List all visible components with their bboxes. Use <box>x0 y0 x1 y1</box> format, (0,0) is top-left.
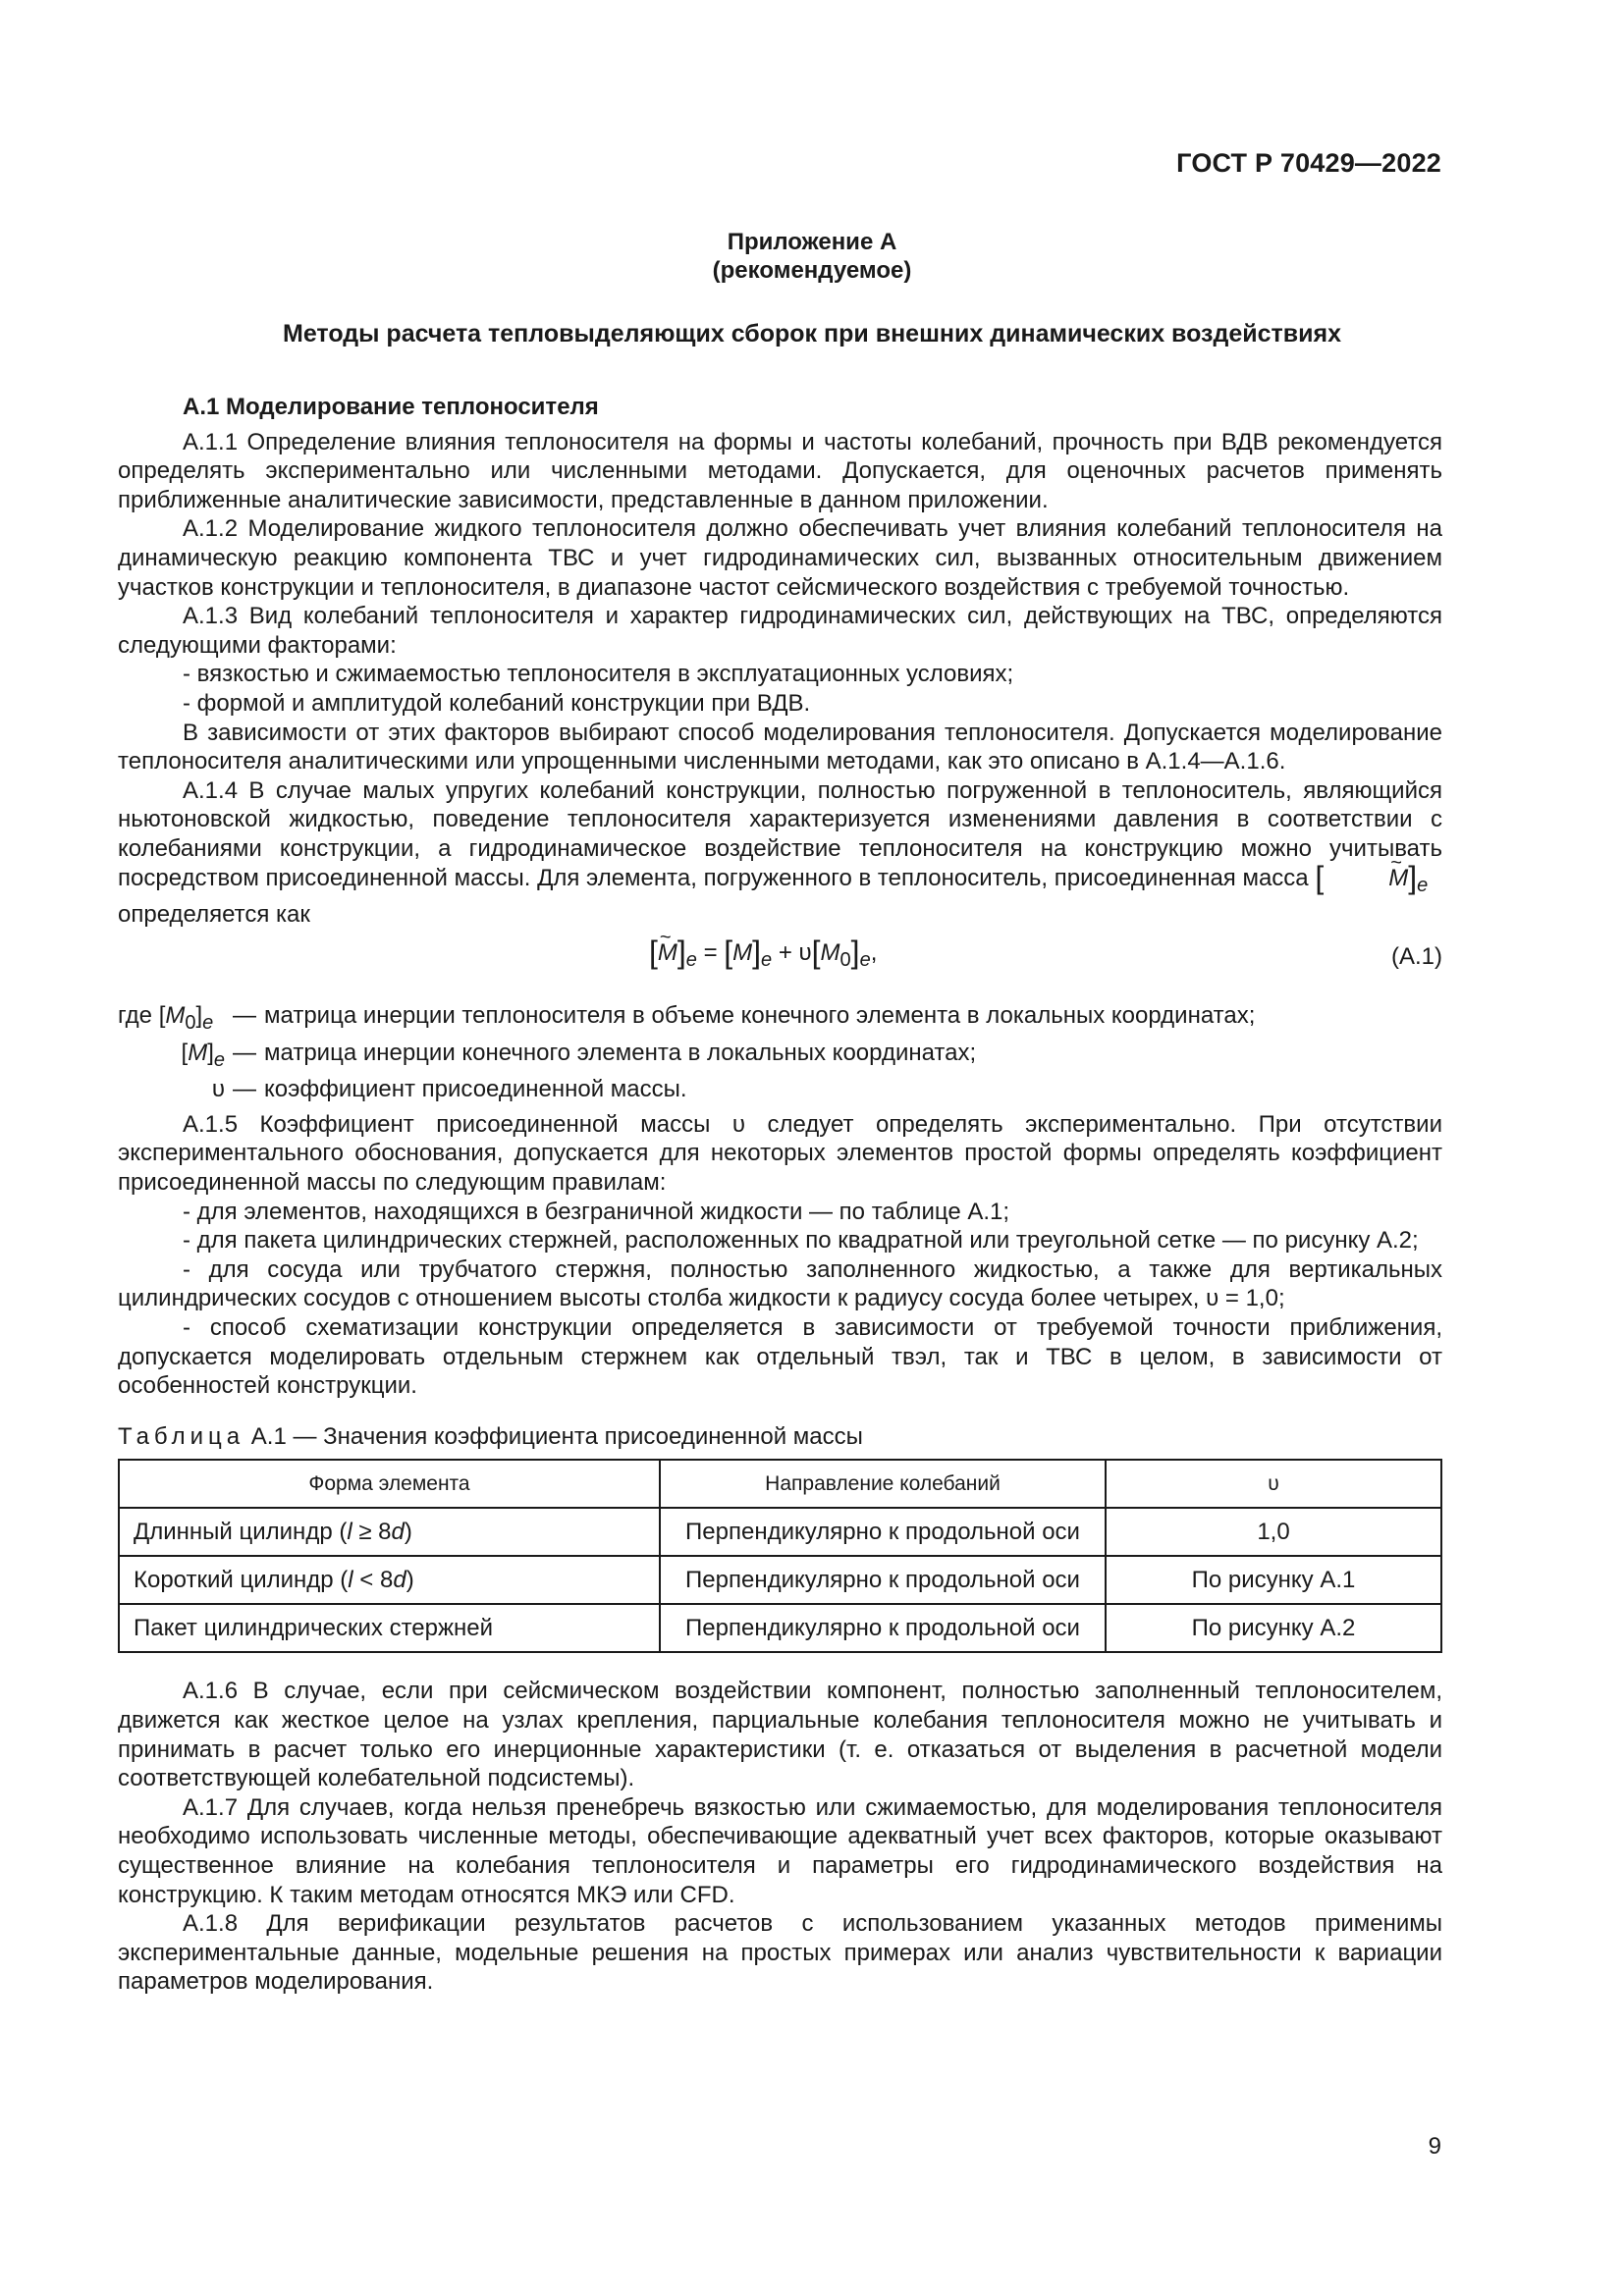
table-row <box>119 1508 1441 1556</box>
document-body <box>118 393 1442 1997</box>
table-header-direction: Направление колебаний <box>660 1460 1106 1508</box>
table-cell-direction: Перпендикулярно к продольной оси <box>660 1604 1106 1652</box>
table-cell-coefficient: По рисунку А.1 <box>1106 1556 1441 1604</box>
definition-m0-symbol: где $[M_0]_e$ <box>118 1002 214 1035</box>
table-header-row <box>119 1460 1441 1508</box>
paragraph-a13: А.1.3 Вид колебаний теплоносителя и характер гидродинамических сил, действующих на ТВС, определяются следующими факторами: <box>118 603 1442 659</box>
table-caption-word: Таблица <box>118 1422 245 1450</box>
bullet-viscosity: - вязкостью и сжимаемостью теплоносителя в эксплуатационных условиях; <box>183 661 1014 688</box>
table-caption <box>118 1422 1442 1452</box>
definition-m-symbol: $[M]_e$ <box>181 1039 225 1071</box>
equation-a1 <box>118 933 1442 984</box>
paragraph-a14-end: определяется как <box>118 900 310 928</box>
equation-number: (А.1) <box>1390 943 1442 971</box>
paragraph-a15: А.1.5 Коэффициент присоединенной массы υ следует определять экспериментально. При отсутствии экспериментального обоснования, допускается для некоторых элементов простой формы определять коэффициент присоединенной массы по следующим правилам: <box>118 1110 1442 1197</box>
paragraph-a18: А.1.8 Для верификации результатов расчетов с использованием указанных методов применимы экспериментальные данные, модельные решения на простых примерах или анализ чувствительности к вариации параметров моделирования. <box>118 1910 1442 1996</box>
bullet-vessel: - для сосуда или трубчатого стержня, полностью заполненного жидкостью, а также для вертикальных цилиндрических сосудов с отношением высоты столба жидкости к радиусу сосуда более четырех, υ = 1,0; <box>118 1255 1442 1312</box>
table-cell-direction: Перпендикулярно к продольной оси <box>660 1508 1106 1556</box>
document-title: Методы расчета тепловыделяющих сборок при внешних динамических воздействиях <box>283 320 1341 347</box>
annex-title: Приложение А <box>727 229 897 255</box>
page-number: 9 <box>1428 2133 1441 2160</box>
table-cell-coefficient: 1,0 <box>1106 1508 1441 1556</box>
paragraph-a16: А.1.6 В случае, если при сейсмическом воздействии компонент, полностью заполненный теплоносителем, движется как жесткое целое на узлах крепления, парциальные колебания теплоносителя можно не учитывать и принимать в расчет только его инерционные характеристики (т. е. отказаться от выделения в расчетной модели соответствующей колебательной подсистемы). <box>118 1678 1442 1792</box>
table-cell-coefficient: По рисунку А.2 <box>1106 1604 1441 1652</box>
table-cell-shape: Длинный цилиндр (l ≥ 8d) <box>119 1508 660 1556</box>
paragraph-a11: А.1.1 Определение влияния теплоносителя на формы и частоты колебаний, прочность при ВДВ рекомендуется определять экспериментально или численными методами. Допускается, для оценочных расчетов применять приближенные аналитические зависимости, представленные в данном приложении. <box>118 428 1442 513</box>
table-cell-shape: Пакет цилиндрических стержней <box>119 1604 660 1652</box>
paragraph-a14 <box>118 776 1442 900</box>
equation-formula: [~ $M]_e = [M]_e + \upsilon[M_0]_e$, <box>649 938 877 975</box>
added-mass-symbol: [~ $M]_e$ <box>1315 865 1428 891</box>
definition-v-text: коэффициент присоединенной массы. <box>264 1076 687 1103</box>
definition-m0-text: матрица инерции теплоносителя в объеме конечного элемента в локальных координатах; <box>264 1002 1256 1030</box>
added-mass-table <box>118 1459 1442 1653</box>
standard-code: ГОСТ Р 70429—2022 <box>1176 148 1441 178</box>
definition-m: $[M]_e$ — матрица инерции конечного элемента в локальных координатах; <box>118 1039 1442 1075</box>
bullet-schematization: - способ схематизации конструкции определяется в зависимости от требуемой точности приближения, допускается моделировать отдельным стержнем как отдельный твэл, так и ТВС в целом, в зависимости от особенностей конструкции. <box>118 1314 1442 1400</box>
table-header-shape: Форма элемента <box>119 1460 660 1508</box>
bullet-shape-amplitude: - формой и амплитудой колебаний конструкции при ВДВ. <box>183 689 811 717</box>
paragraph-a12: А.1.2 Моделирование жидкого теплоносителя должно обеспечивать учет влияния колебаний теплоносителя на динамическую реакцию компонента ТВС и учет гидродинамических сил, вызванных относительным движением участков конструкции и теплоносителя, в диапазоне частот сейсмического воздействия с требуемой точностью. <box>118 515 1442 601</box>
definition-m0: где $[M_0]_e$ — матрица инерции теплоносителя в объеме конечного элемента в локальных координатах; <box>118 1001 1442 1038</box>
definition-v-symbol: υ <box>211 1076 225 1103</box>
paragraph-a14-text: А.1.4 В случае малых упругих колебаний конструкции, полностью погруженной в теплоноситель, являющийся ньютоновской жидкостью, поведение теплоносителя характеризуется изменениями давления в соответствии с колебаниями конструкции, а гидродинамическое воздействие теплоносителя на конструкцию можно учитывать посредством присоединенной массы. Для элемента, погруженного в теплоноситель, присоединенная масса <box>118 776 1442 891</box>
definition-v: υ — коэффициент присоединенной массы. <box>118 1075 1442 1104</box>
table-cell-shape: Короткий цилиндр (l < 8d) <box>119 1556 660 1604</box>
annex-status: (рекомендуемое) <box>712 257 912 284</box>
annex-heading <box>0 228 1624 285</box>
table-caption-text: А.1 — Значения коэффициента присоединенной массы <box>250 1422 863 1450</box>
table-header-coefficient: υ <box>1106 1460 1441 1508</box>
section-heading-a1: А.1 Моделирование теплоносителя <box>183 394 599 420</box>
table-cell-direction: Перпендикулярно к продольной оси <box>660 1556 1106 1604</box>
paragraph-a17: А.1.7 Для случаев, когда нельзя пренебречь вязкостью или сжимаемостью, для моделирования теплоносителя необходимо использовать численные методы, обеспечивающие адекватный учет всех факторов, которые оказывают существенное влияние на колебания теплоносителя и параметры его гидродинамического воздействия на конструкцию. К таким методам относятся МКЭ или CFD. <box>118 1793 1442 1908</box>
bullet-rod-bundle: - для пакета цилиндрических стержней, расположенных по квадратной или треугольной сетке — по рисунку А.2; <box>183 1227 1419 1255</box>
bullet-unbounded-fluid: - для элементов, находящихся в безграничной жидкости — по таблице А.1; <box>183 1198 1010 1225</box>
table-row <box>119 1604 1441 1652</box>
paragraph-a13-tail: В зависимости от этих факторов выбирают способ моделирования теплоносителя. Допускается моделирование теплоносителя аналитическими или упрощенными численными методами, как это описано в А.1.4—А.1.6. <box>118 719 1442 775</box>
table-row <box>119 1556 1441 1604</box>
definition-m-text: матрица инерции конечного элемента в локальных координатах; <box>264 1039 977 1066</box>
